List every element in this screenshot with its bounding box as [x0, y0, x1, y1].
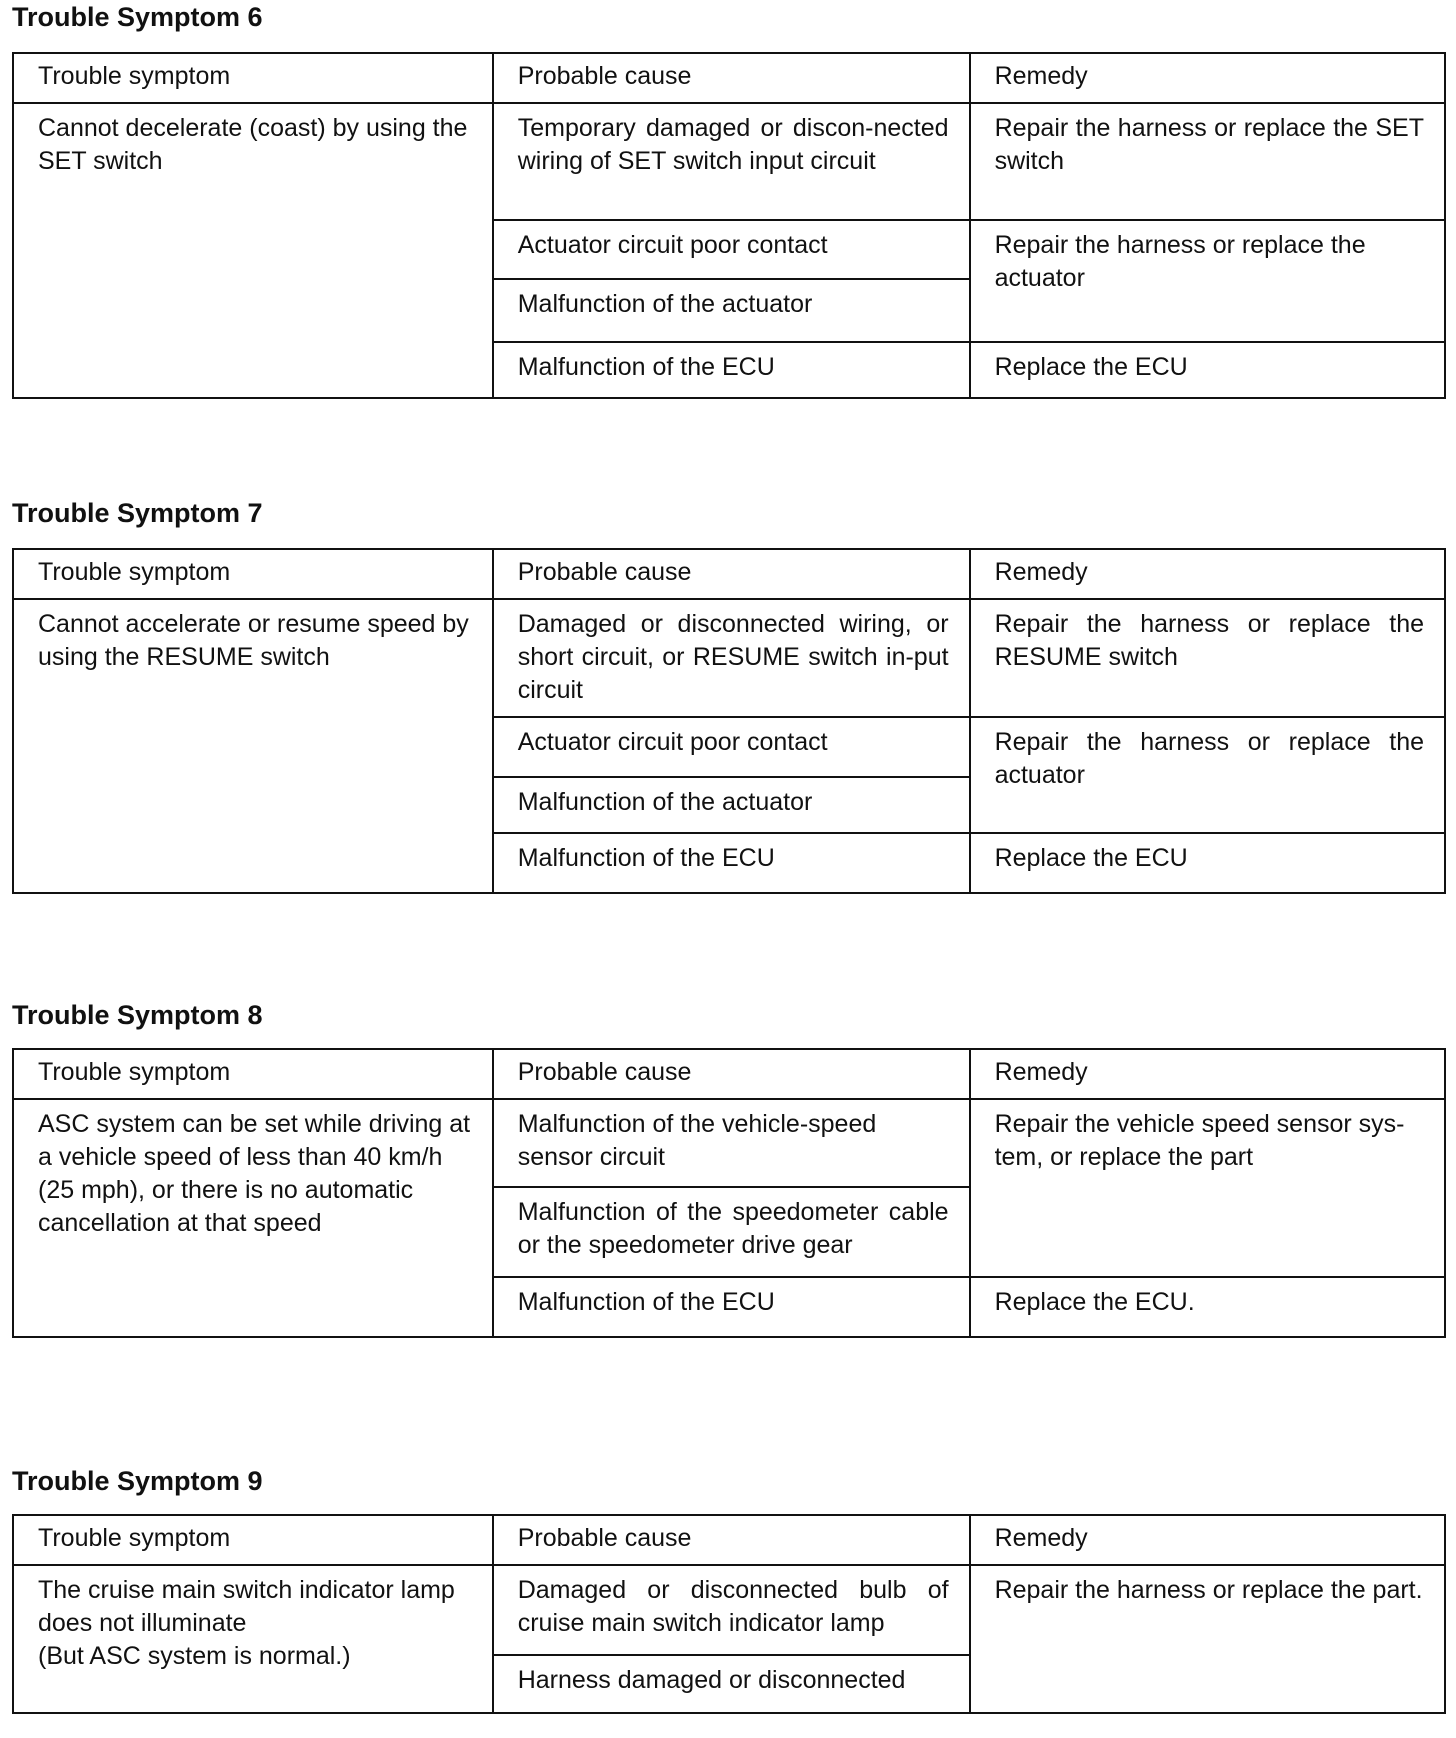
trouble-table: [12, 52, 1446, 399]
cause-cell: Malfunction of the ECU: [493, 342, 970, 398]
remedy-cell: Replace the ECU: [970, 833, 1445, 893]
cause-cell: Malfunction of the ECU: [493, 833, 970, 893]
table-row: [13, 103, 1445, 220]
table-row: [13, 1565, 1445, 1655]
table-row: [13, 599, 1445, 717]
cause-cell: Damaged or disconnected wiring, or short circuit, or RESUME switch in-put circuit: [493, 599, 970, 717]
cause-cell: Harness damaged or disconnected: [493, 1655, 970, 1713]
cause-cell: Malfunction of the speedometer cable or the speedometer drive gear: [493, 1187, 970, 1277]
remedy-cell: Repair the harness or replace the part.: [970, 1565, 1445, 1713]
header-trouble-symptom: Trouble symptom: [13, 1515, 493, 1565]
cause-cell: Malfunction of the actuator: [493, 279, 970, 342]
cause-cell: Malfunction of the ECU: [493, 1277, 970, 1337]
cause-cell: Actuator circuit poor contact: [493, 717, 970, 777]
cause-cell: Temporary damaged or discon-nected wiring of SET switch input circuit: [493, 103, 970, 220]
header-probable-cause: Probable cause: [493, 1049, 970, 1099]
header-remedy: Remedy: [970, 549, 1445, 599]
header-probable-cause: Probable cause: [493, 549, 970, 599]
section-title: Trouble Symptom 6: [12, 2, 263, 32]
remedy-cell: Repair the harness or replace the SET switch: [970, 103, 1445, 220]
table-row: [13, 1099, 1445, 1187]
symptom-cell: ASC system can be set while driving at a vehicle speed of less than 40 km/h (25 mph), or there is no automatic cancellation at that speed: [13, 1099, 493, 1337]
trouble-table: [12, 1048, 1446, 1338]
cause-cell: Malfunction of the actuator: [493, 777, 970, 833]
header-trouble-symptom: Trouble symptom: [13, 1049, 493, 1099]
cause-cell: Malfunction of the vehicle-speed sensor circuit: [493, 1099, 970, 1187]
symptom-cell: [13, 1565, 493, 1713]
section-title: Trouble Symptom 7: [12, 498, 263, 528]
symptom-line: The cruise main switch indicator lamp does not illuminate: [38, 1576, 455, 1637]
header-probable-cause: Probable cause: [493, 53, 970, 103]
section-title: Trouble Symptom 9: [12, 1466, 263, 1496]
remedy-cell: Repair the harness or replace the actuator: [970, 220, 1445, 342]
header-remedy: Remedy: [970, 1049, 1445, 1099]
symptom-note: (But ASC system is normal.): [38, 1642, 351, 1670]
remedy-cell: Replace the ECU.: [970, 1277, 1445, 1337]
table-header-row: [13, 53, 1445, 103]
header-trouble-symptom: Trouble symptom: [13, 549, 493, 599]
remedy-cell: Repair the vehicle speed sensor sys-tem, or replace the part: [970, 1099, 1445, 1277]
cause-cell: Damaged or disconnected bulb of cruise main switch indicator lamp: [493, 1565, 970, 1655]
remedy-cell: Repair the harness or replace the actuator: [970, 717, 1445, 833]
section-title: Trouble Symptom 8: [12, 1000, 263, 1030]
header-probable-cause: Probable cause: [493, 1515, 970, 1565]
remedy-cell: Repair the harness or replace the RESUME switch: [970, 599, 1445, 717]
remedy-cell: Replace the ECU: [970, 342, 1445, 398]
table-header-row: [13, 549, 1445, 599]
header-remedy: Remedy: [970, 1515, 1445, 1565]
header-remedy: Remedy: [970, 53, 1445, 103]
trouble-table: [12, 548, 1446, 894]
header-trouble-symptom: Trouble symptom: [13, 53, 493, 103]
table-header-row: [13, 1515, 1445, 1565]
symptom-cell: Cannot decelerate (coast) by using the SET switch: [13, 103, 493, 398]
trouble-table: [12, 1514, 1446, 1714]
cause-cell: Actuator circuit poor contact: [493, 220, 970, 279]
table-header-row: [13, 1049, 1445, 1099]
symptom-cell: Cannot accelerate or resume speed by using the RESUME switch: [13, 599, 493, 893]
